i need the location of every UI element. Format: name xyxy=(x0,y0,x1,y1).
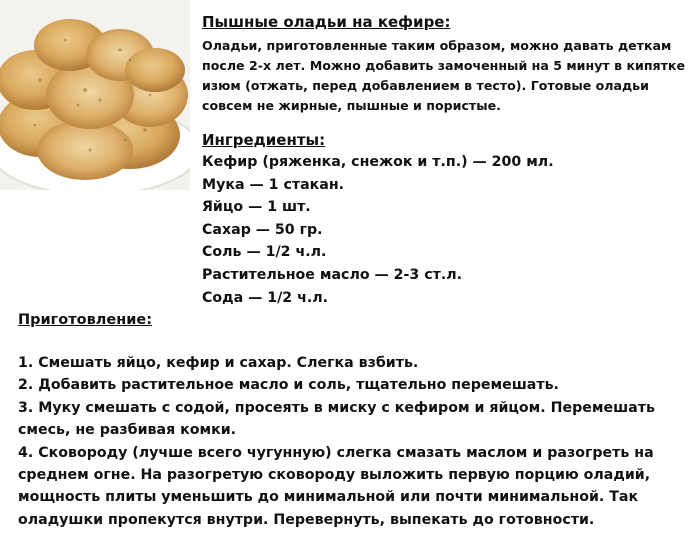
preparation-heading: Приготовление: xyxy=(18,312,153,328)
recipe-title: Пышные оладьи на кефире: xyxy=(202,13,451,31)
ingredient-item: Соль — 1/2 ч.л. xyxy=(202,244,327,261)
pancakes-photo xyxy=(0,0,190,190)
ingredients-list xyxy=(202,151,554,309)
ingredient-item: Яйцо — 1 шт. xyxy=(202,199,311,216)
ingredients-heading: Ингредиенты: xyxy=(202,131,326,149)
ingredient-item: Мука — 1 стакан. xyxy=(202,176,345,193)
ingredient-item: Кефир (ряженка, снежок и т.п.) — 200 мл. xyxy=(202,154,554,170)
step-item: 2. Добавить растительное масло и соль, тщательно перемешать. xyxy=(18,377,559,394)
ingredient-item: Сода — 1/2 ч.л. xyxy=(202,289,329,306)
step-item: 4. Сковороду (лучше всего чугунную) слегка смазать маслом и разогреть на среднем огне. На разогретую сковороду выложить первую порцию оладий, мощность плиты уменьшить до минимальной или почти минимальной. Так оладушки пропекутся внутри. Перевернуть, выпекать до готовности. xyxy=(18,444,654,528)
ingredient-item: Растительное масло — 2-3 ст.л. xyxy=(202,266,463,283)
preparation-steps xyxy=(18,352,690,531)
step-item: 1. Смешать яйцо, кефир и сахар. Слегка взбить. xyxy=(18,355,419,371)
step-item: 3. Муку смешать с содой, просеять в миску с кефиром и яйцом. Перемешать смесь, не разбивая комки. xyxy=(18,399,655,439)
recipe-description: Оладьи, приготовленные таким образом, можно давать деткам после 2-х лет. Можно добавить замоченный на 5 минут в кипятке изюм (отжать, перед добавлением в тесто). Готовые оладьи совсем не жирные, пышные и пористые. xyxy=(202,38,686,113)
ingredient-item: Сахар — 50 гр. xyxy=(202,221,323,238)
